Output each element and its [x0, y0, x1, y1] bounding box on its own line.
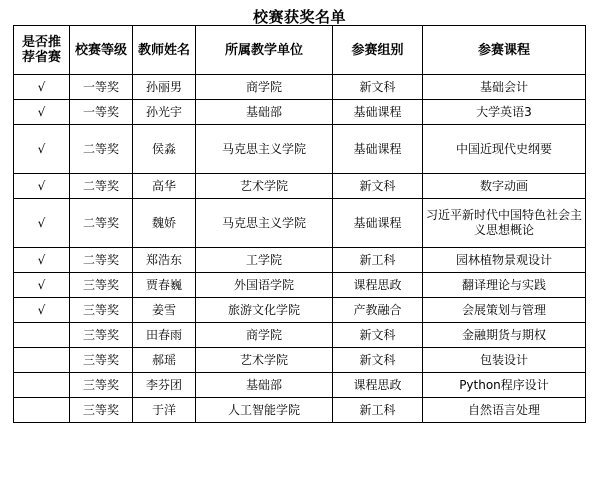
unit-cell: 艺术学院: [196, 174, 333, 199]
teacher-cell: 高华: [133, 174, 196, 199]
unit-cell: 外国语学院: [196, 273, 333, 298]
level-cell: 一等奖: [70, 75, 133, 100]
table-row: [14, 174, 586, 199]
table-row: [14, 323, 586, 348]
teacher-cell: 李芬团: [133, 373, 196, 398]
teacher-cell: 魏娇: [133, 199, 196, 248]
table-row: [14, 373, 586, 398]
course-cell: 数字动画: [423, 174, 586, 199]
level-cell: 一等奖: [70, 100, 133, 125]
group-cell: 新工科: [333, 248, 423, 273]
table-row: [14, 75, 586, 100]
course-cell: 会展策划与管理: [423, 298, 586, 323]
group-cell: 新文科: [333, 348, 423, 373]
recommend-cell: √: [14, 174, 70, 199]
group-cell: 新文科: [333, 174, 423, 199]
unit-cell: 马克思主义学院: [196, 125, 333, 174]
recommend-cell: [14, 398, 70, 423]
teacher-cell: 贾春巍: [133, 273, 196, 298]
level-cell: 三等奖: [70, 323, 133, 348]
table-row: [14, 298, 586, 323]
recommend-cell: [14, 348, 70, 373]
table-row: [14, 199, 586, 248]
level-cell: 三等奖: [70, 298, 133, 323]
teacher-cell: 郑浩东: [133, 248, 196, 273]
unit-cell: 基础部: [196, 100, 333, 125]
header-course: 参赛课程: [423, 26, 586, 75]
table-header: [14, 26, 586, 75]
unit-cell: 旅游文化学院: [196, 298, 333, 323]
unit-cell: 商学院: [196, 323, 333, 348]
header-row: [14, 26, 586, 75]
teacher-cell: 郝瑶: [133, 348, 196, 373]
course-cell: Python程序设计: [423, 373, 586, 398]
table-row: [14, 248, 586, 273]
group-cell: 新文科: [333, 323, 423, 348]
course-cell: 习近平新时代中国特色社会主义思想概论: [423, 199, 586, 248]
table-row: [14, 125, 586, 174]
teacher-cell: 田春雨: [133, 323, 196, 348]
course-cell: 自然语言处理: [423, 398, 586, 423]
teacher-cell: 侯淼: [133, 125, 196, 174]
document-title: 校赛获奖名单: [252, 8, 346, 26]
course-cell: 基础会计: [423, 75, 586, 100]
unit-cell: 基础部: [196, 373, 333, 398]
level-cell: 二等奖: [70, 174, 133, 199]
unit-cell: 商学院: [196, 75, 333, 100]
group-cell: 新工科: [333, 398, 423, 423]
header-teacher: 教师姓名: [133, 26, 196, 75]
recommend-cell: √: [14, 298, 70, 323]
course-cell: 园林植物景观设计: [423, 248, 586, 273]
table-body: [14, 75, 586, 423]
course-cell: 中国近现代史纲要: [423, 125, 586, 174]
header-group: 参赛组别: [333, 26, 423, 75]
level-cell: 三等奖: [70, 273, 133, 298]
recommend-cell: √: [14, 125, 70, 174]
group-cell: 新文科: [333, 75, 423, 100]
level-cell: 三等奖: [70, 348, 133, 373]
group-cell: 产教融合: [333, 298, 423, 323]
level-cell: 二等奖: [70, 199, 133, 248]
recommend-cell: √: [14, 248, 70, 273]
unit-cell: 艺术学院: [196, 348, 333, 373]
group-cell: 基础课程: [333, 199, 423, 248]
header-level: 校赛等级: [70, 26, 133, 75]
header-recommend: 是否推荐省赛: [14, 26, 70, 75]
teacher-cell: 孙光宇: [133, 100, 196, 125]
recommend-cell: √: [14, 75, 70, 100]
group-cell: 课程思政: [333, 373, 423, 398]
level-cell: 三等奖: [70, 373, 133, 398]
course-cell: 翻译理论与实践: [423, 273, 586, 298]
group-cell: 基础课程: [333, 125, 423, 174]
recommend-cell: [14, 323, 70, 348]
course-cell: 包装设计: [423, 348, 586, 373]
recommend-cell: √: [14, 100, 70, 125]
recommend-cell: √: [14, 273, 70, 298]
level-cell: 二等奖: [70, 125, 133, 174]
table-row: [14, 273, 586, 298]
unit-cell: 马克思主义学院: [196, 199, 333, 248]
recommend-cell: [14, 373, 70, 398]
header-unit: 所属教学单位: [196, 26, 333, 75]
table-row: [14, 398, 586, 423]
course-cell: 金融期货与期权: [423, 323, 586, 348]
table-row: [14, 348, 586, 373]
table-row: [14, 100, 586, 125]
group-cell: 基础课程: [333, 100, 423, 125]
level-cell: 二等奖: [70, 248, 133, 273]
level-cell: 三等奖: [70, 398, 133, 423]
unit-cell: 工学院: [196, 248, 333, 273]
teacher-cell: 孙丽男: [133, 75, 196, 100]
unit-cell: 人工智能学院: [196, 398, 333, 423]
teacher-cell: 于洋: [133, 398, 196, 423]
recommend-cell: √: [14, 199, 70, 248]
awards-table: [13, 25, 586, 423]
course-cell: 大学英语3: [423, 100, 586, 125]
group-cell: 课程思政: [333, 273, 423, 298]
teacher-cell: 姜雪: [133, 298, 196, 323]
